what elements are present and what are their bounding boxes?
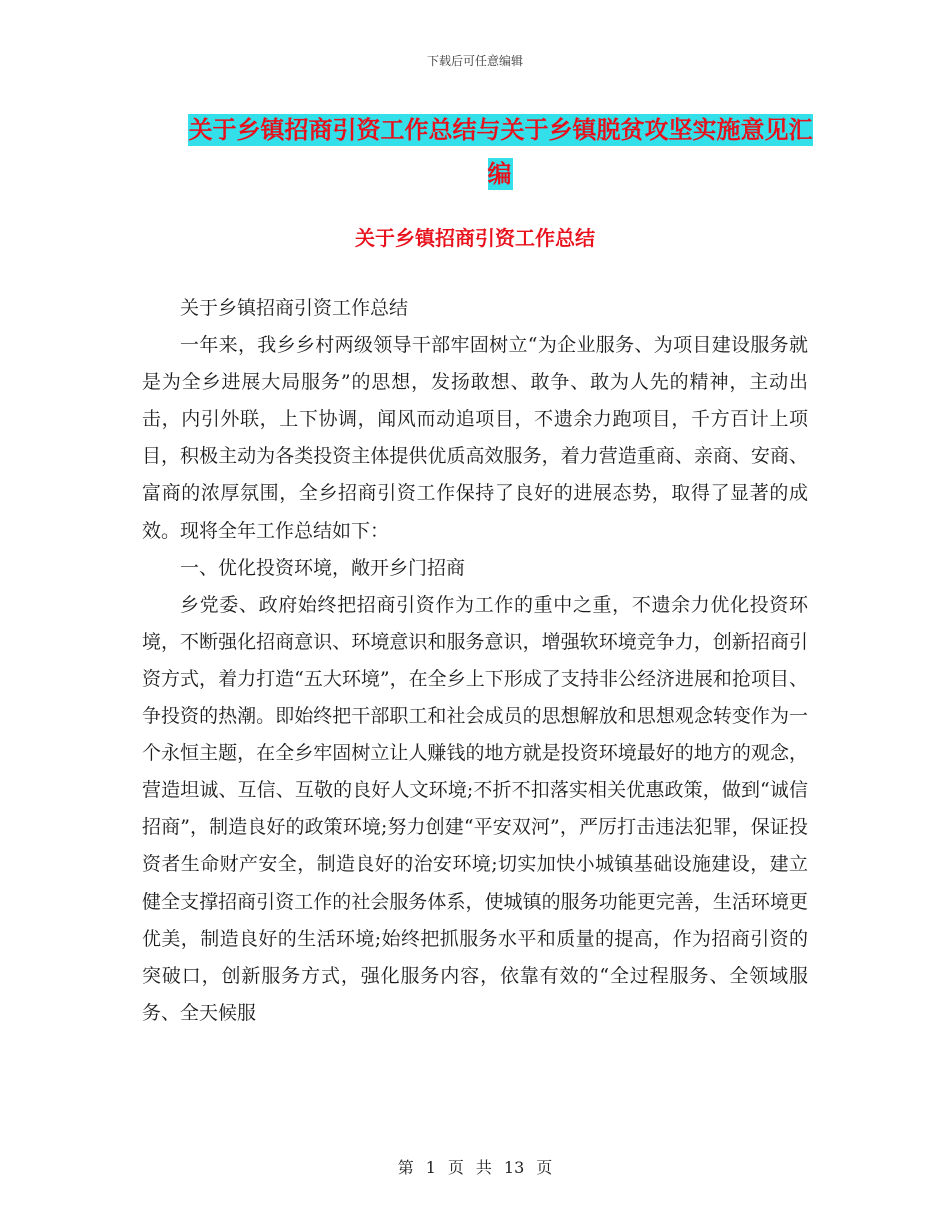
paragraph-intro: 一年来，我乡乡村两级领导干部牢固树立“为企业服务、为项目建设服务就是为全乡进展大局服务”的思想，发扬敢想、敢争、敢为人先的精神，主动出击，内引外联，上下协调，闻风而动追项目，不遗余力跑项目，千方百计上项目，积极主动为各类投资主体提供优质高效服务，着力营造重商、亲商、安商、富商的浓厚氛围，全乡招商引资工作保持了良好的进展态势，取得了显著的成效。现将全年工作总结如下： (142, 334, 808, 542)
footer-label-page: 页 (447, 1158, 464, 1177)
footer-label-prefix: 第 (397, 1158, 414, 1177)
paragraph-body-1: 乡党委、政府始终把招商引资作为工作的重中之重，不遗余力优化投资环境，不断强化招商意识、环境意识和服务意识，增强软环境竞争力，创新招商引资方式，着力打造“五大环境”，在全乡上下形成了支持非公经济进展和抢项目、争投资的热潮。即始终把干部职工和社会成员的思想解放和思想观念转变作为一个永恒主题，在全乡牢固树立让人赚钱的地方就是投资环境最好的地方的观念，营造坦诚、互信、互敬的良好人文环境;不折不扣落实相关优惠政策，做到“诚信招商”，制造良好的政策环境;努力创建“平安双河”，严厉打击违法犯罪，保证投资者生命财产安全，制造良好的治安环境;切实加快小城镇基础设施建设，建立健全支撑招商引资工作的社会服务体系，使城镇的服务功能更完善，生活环境更优美，制造良好的生活环境;始终把抓服务水平和质量的提高，作为招商引资的突破口，创新服务方式，强化服务内容，依靠有效的“全过程服务、全领域服务、全天候服 (142, 593, 808, 1024)
paragraph-subtitle: 关于乡镇招商引资工作总结 (180, 297, 409, 319)
page-footer (0, 1155, 950, 1178)
document-body (142, 290, 808, 1032)
document-main-title (180, 108, 820, 196)
header-note: 下载后可任意编辑 (426, 54, 523, 68)
main-title-text: 关于乡镇招商引资工作总结与关于乡镇脱贫攻坚实施意见汇编 (188, 116, 813, 188)
footer-label-suffix: 页 (536, 1158, 553, 1177)
footer-label-total: 共 (475, 1158, 492, 1177)
paragraph-heading-1: 一、优化投资环境，敞开乡门招商 (180, 556, 466, 579)
footer-page-number: 1 (425, 1158, 436, 1177)
footer-total-pages: 13 (503, 1158, 525, 1177)
section-title: 关于乡镇招商引资工作总结 (355, 226, 595, 250)
